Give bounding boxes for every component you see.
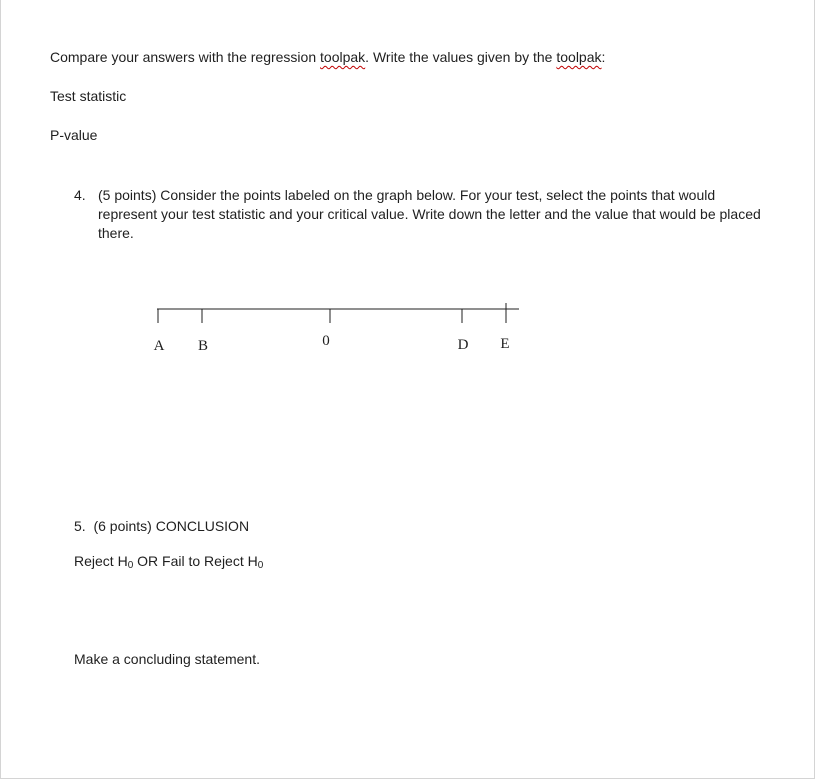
subscript-zero: 0 — [127, 560, 134, 571]
question-4-text: (5 points) Consider the points labeled on the graph below. For your test, select the points that would represent your test statistic and your critical value. Write down the letter and the value that would be placed there. — [98, 187, 761, 241]
intro-text-middle: . Write the values given by the — [365, 49, 557, 65]
label-zero: 0 — [322, 333, 330, 349]
spellcheck-word-toolpak: toolpak — [320, 49, 366, 65]
intro-text-start: Compare your answers with the regression — [50, 49, 321, 65]
label-e: E — [500, 336, 510, 352]
or-fail-text: OR Fail to Reject H — [133, 553, 258, 569]
question-5 — [74, 517, 249, 536]
concluding-statement-prompt: Make a concluding statement. — [74, 651, 260, 667]
p-value-label: P-value — [50, 127, 98, 143]
spellcheck-word-toolpak-2: toolpak — [556, 49, 602, 65]
question-5-number: 5. — [74, 518, 86, 534]
question-5-heading: (6 points) CONCLUSION — [93, 518, 250, 534]
question-4-number: 4. — [74, 187, 86, 203]
number-line-graph — [1, 0, 817, 380]
label-d: D — [457, 337, 469, 353]
test-statistic-label: Test statistic — [50, 88, 127, 104]
reject-h-text: Reject H — [74, 553, 128, 569]
intro-text-end: : — [601, 49, 606, 65]
label-a: A — [153, 338, 165, 354]
label-b: B — [197, 338, 209, 354]
reject-or-fail-line — [74, 552, 263, 575]
subscript-zero-2: 0 — [257, 560, 264, 571]
